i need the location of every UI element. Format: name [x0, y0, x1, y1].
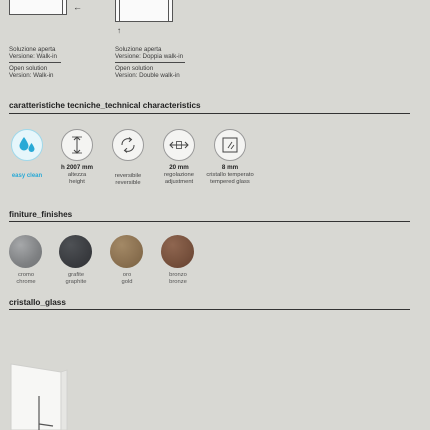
reversible-en: reversible [115, 180, 141, 186]
finishes-section-title: finiture_finishes [9, 210, 73, 219]
tempered-glass-icon [214, 129, 246, 161]
graphite-caption [51, 272, 101, 286]
glass-thickness-value: 8 mm [221, 164, 239, 171]
height-arrows-icon [61, 129, 93, 161]
solution-it-version: Versione: Doppia walk-in [115, 53, 184, 61]
chrome-en: chrome [16, 279, 36, 285]
gold-caption [102, 272, 152, 286]
solution-en-title: Open solution [115, 64, 154, 72]
solution-en-version: Version: Walk-in [9, 72, 54, 80]
reversible-arrows-icon [112, 129, 144, 161]
adjustment-arrows-icon [163, 129, 195, 161]
tempered-glass-en: tempered glass [210, 179, 250, 185]
height-value: h 2007 mm [61, 164, 93, 171]
reversible-it: reversibile [114, 173, 142, 179]
up-arrow-icon: ↑ [117, 26, 121, 35]
glass-divider [9, 309, 410, 310]
easy-clean-label: easy clean [11, 173, 43, 179]
tempered-glass-caption [200, 164, 260, 186]
bronze-swatch [161, 235, 194, 268]
adjustment-en: adjustment [164, 179, 194, 185]
double-walk-in-diagram [115, 0, 173, 22]
chrome-it: cromo [17, 272, 35, 278]
graphite-it: grafite [67, 272, 85, 278]
bronze-caption [153, 272, 203, 286]
glass-panel-illustration [9, 358, 71, 430]
tempered-glass-it: cristallo temperato [206, 172, 254, 178]
bronze-it: bronzo [169, 272, 187, 278]
left-arrow-icon: ← [73, 2, 82, 12]
graphite-en: graphite [65, 279, 87, 285]
solution-it-title: Soluzione aperta [9, 46, 56, 53]
glass-section-title: cristallo_glass [9, 298, 66, 307]
gold-en: gold [121, 279, 133, 285]
solution-it-title: Soluzione aperta [115, 46, 162, 53]
height-it: altezza [67, 172, 87, 178]
adjustment-value: 20 mm [169, 164, 189, 171]
finishes-divider [9, 221, 410, 222]
chrome-swatch [9, 235, 42, 268]
solution-en-version: Version: Double walk-in [115, 72, 180, 80]
technical-section-title: caratteristiche tecniche_technical characteristics [9, 101, 201, 110]
gold-swatch [110, 235, 143, 268]
solution-en-title: Open solution [9, 64, 48, 72]
solution-it-version: Versione: Walk-in [9, 53, 57, 61]
walk-in-diagram [9, 0, 67, 15]
gold-it: oro [122, 272, 132, 278]
graphite-swatch [59, 235, 92, 268]
bronze-en: bronze [169, 279, 187, 285]
chrome-caption [1, 272, 51, 286]
adjustment-it: regolazione [164, 172, 194, 178]
solution-walk-in [9, 46, 57, 80]
height-en: height [69, 179, 85, 185]
technical-divider [9, 113, 410, 114]
easy-clean-icon [11, 129, 43, 161]
solution-double-walk-in [115, 46, 183, 80]
